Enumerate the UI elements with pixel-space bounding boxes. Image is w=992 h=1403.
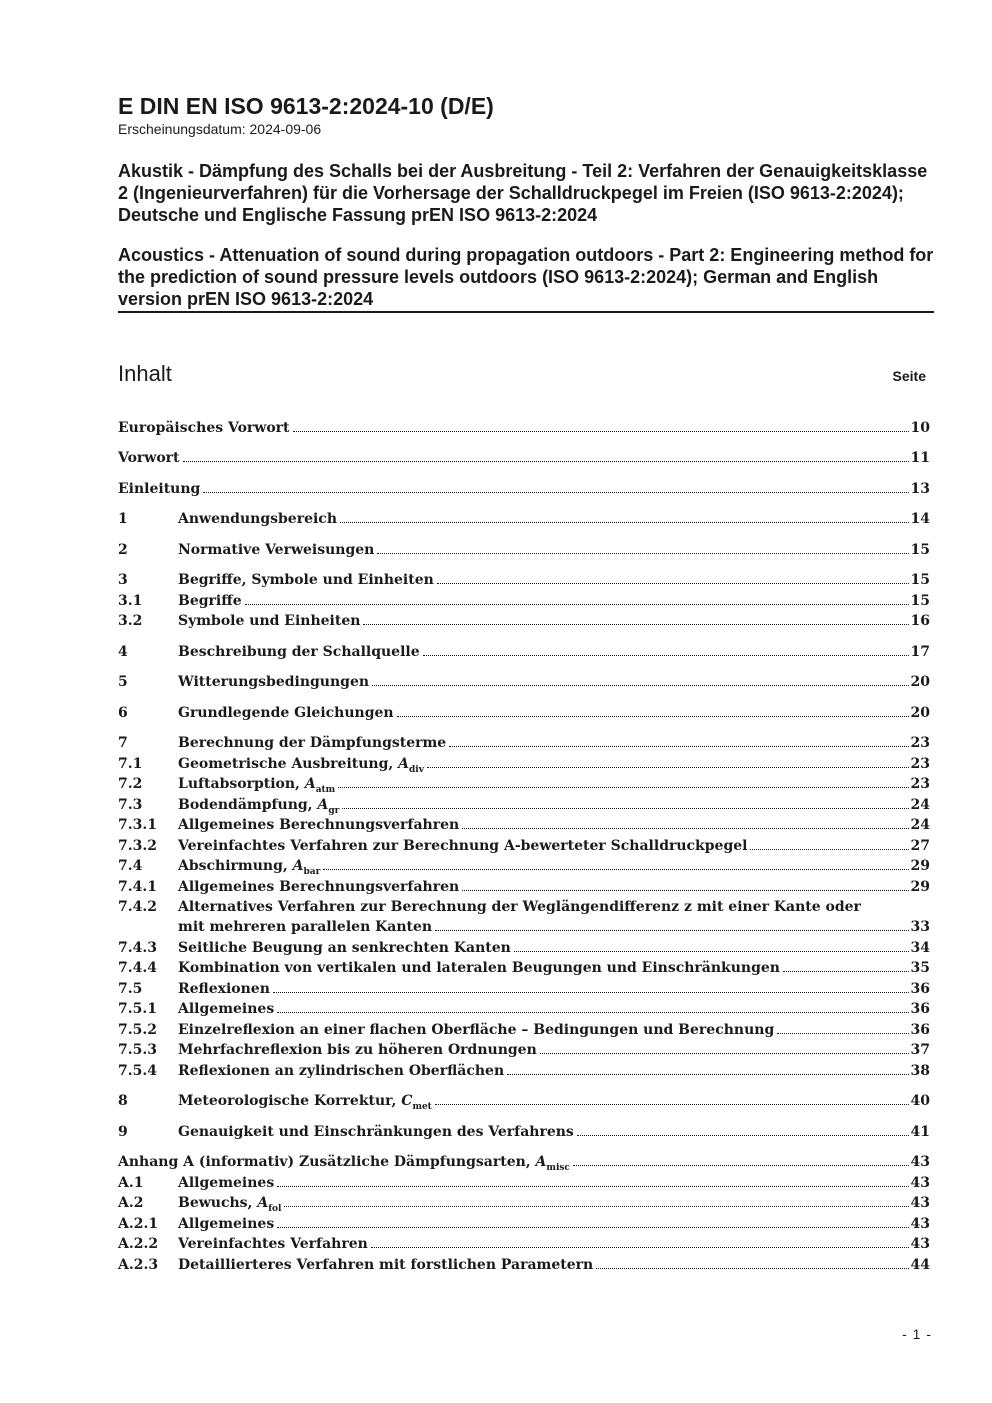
toc-entry-label: Allgemeines Berechnungsverfahren	[178, 879, 460, 895]
toc-entry-number: A.2.1	[118, 1216, 159, 1232]
page-number: - 1 -	[902, 1326, 932, 1342]
toc-entry[interactable]	[118, 1214, 930, 1234]
toc-entry-number: 8	[118, 1093, 128, 1109]
toc-entry-page: 14	[910, 511, 930, 527]
toc-entry[interactable]	[118, 1173, 930, 1193]
toc-entry-page: 33	[910, 919, 930, 935]
toc-entry[interactable]	[118, 979, 930, 999]
toc-entry-label: Reflexionen an zylindrischen Oberflächen	[178, 1063, 505, 1079]
toc-entry-page: 40	[910, 1093, 930, 1109]
toc-entry-label: Begriffe	[178, 593, 242, 609]
toc-entry-label: Meteorologische Korrektur, $C_{met}$	[178, 1093, 432, 1112]
toc-entry-number: 7.3	[118, 797, 143, 813]
toc-entry-label: Allgemeines	[178, 1175, 275, 1191]
toc-entry-page: 15	[910, 542, 930, 558]
toc-entry-number: 2	[118, 542, 128, 558]
toc-entry-label: Begriffe, Symbole und Einheiten	[178, 572, 434, 588]
toc-entry-page: 41	[910, 1124, 930, 1140]
toc-entry-page: 23	[910, 756, 930, 772]
toc-entry-label: Vorwort	[118, 450, 180, 466]
toc-entry-number: 7.5.3	[118, 1042, 157, 1058]
toc-entry-label: Bewuchs, $A_{fol}$	[178, 1195, 282, 1214]
toc-entry-number: 7.2	[118, 776, 143, 792]
toc-entry-page: 36	[910, 1022, 930, 1038]
toc-entry-number: 3.2	[118, 613, 143, 629]
toc-entry-number: 7	[118, 735, 128, 751]
toc-entry[interactable]	[118, 754, 930, 774]
toc-page-label: Seite	[892, 368, 926, 384]
toc-entry-label: mit mehreren parallelen Kanten	[178, 919, 433, 935]
toc-entry-label: Bodendämpfung, $A_{gr}$	[178, 797, 340, 816]
toc-entry-number: 3	[118, 572, 128, 588]
toc-entry-number: 7.1	[118, 756, 143, 772]
toc-entry[interactable]	[118, 1255, 930, 1275]
toc-entry[interactable]	[118, 1061, 930, 1081]
toc-entry-label-line1: Alternatives Verfahren zur Berechnung der Weglängendifferenz z mit einer Kante oder	[178, 899, 861, 915]
toc-entry-number: 9	[118, 1124, 128, 1140]
toc-entry-label: Allgemeines	[178, 1001, 275, 1017]
toc-entry-page: 36	[910, 981, 930, 997]
toc-entry-label: Europäisches Vorwort	[118, 420, 290, 436]
toc-entry-page: 44	[910, 1257, 930, 1273]
toc-entry-page: 29	[910, 858, 930, 874]
toc-entry-label: Detaillierteres Verfahren mit forstlichen Parametern	[178, 1257, 594, 1273]
toc-entry-number: 7.3.1	[118, 817, 157, 833]
toc-entry-label: Witterungsbedingungen	[178, 674, 370, 690]
publication-date: Erscheinungsdatum: 2024-09-06	[118, 121, 322, 137]
toc-entry[interactable]	[118, 611, 930, 631]
toc-entry[interactable]	[118, 815, 930, 835]
toc-entry[interactable]	[118, 509, 930, 529]
toc-entry-page: 34	[910, 940, 930, 956]
toc-entry[interactable]	[118, 774, 930, 794]
toc-entry-number: 5	[118, 674, 128, 690]
title-german: Akustik - Dämpfung des Schalls bei der Ausbreitung - Teil 2: Verfahren der Genauigkeitsklasse 2 (Ingenieurverfahren) für die Vorhersage der Schalldruckpegel im Freien (ISO 9613-2:2024); Deutsche und Englische Fassung prEN ISO 9613-2:2024	[118, 161, 928, 225]
toc-entry-number: 7.5	[118, 981, 143, 997]
toc-entry-number: A.2.3	[118, 1257, 159, 1273]
toc-entry[interactable]	[118, 570, 930, 590]
toc-entry-number: A.2.2	[118, 1236, 159, 1252]
toc-entry-page: 43	[910, 1195, 930, 1211]
toc-entry-page: 43	[910, 1154, 930, 1170]
toc-entry[interactable]	[118, 1152, 930, 1172]
toc-entry-page: 43	[910, 1236, 930, 1252]
toc-entry-label: Reflexionen	[178, 981, 270, 997]
toc-entry[interactable]	[118, 479, 930, 499]
toc-entry[interactable]	[118, 856, 930, 876]
document-id: E DIN EN ISO 9613-2:2024-10 (D/E)	[118, 93, 494, 119]
toc-entry-number: A.1	[118, 1175, 144, 1191]
toc-entry[interactable]	[118, 448, 930, 468]
toc-entry-label: Anwendungsbereich	[178, 511, 337, 527]
toc-header	[118, 360, 926, 390]
toc-entry-number: 7.5.2	[118, 1022, 157, 1038]
toc-entry-page: 10	[910, 420, 930, 436]
toc-entry[interactable]	[118, 958, 930, 978]
toc-entry-number: 4	[118, 644, 128, 660]
toc-entry-number: 7.4.2	[118, 899, 157, 915]
toc-entry[interactable]	[118, 1020, 930, 1040]
toc-entry-page: 35	[910, 960, 930, 976]
toc-entry[interactable]	[118, 1193, 930, 1213]
title-english: Acoustics - Attenuation of sound during propagation outdoors - Part 2: Engineering method for the prediction of sound pressure levels outdoors (ISO 9613-2:2024); German and English version prEN ISO 9613-2:2024	[118, 244, 934, 313]
toc-entry-number: 7.5.1	[118, 1001, 157, 1017]
toc-entry[interactable]	[118, 540, 930, 560]
toc-entry-number: A.2	[118, 1195, 144, 1211]
toc-entry-page: 38	[910, 1063, 930, 1079]
toc-entry-label: Einleitung	[118, 481, 201, 497]
toc-entry[interactable]	[118, 897, 930, 937]
toc-entry-page: 24	[910, 797, 930, 813]
toc-entry-label: Allgemeines	[178, 1216, 275, 1232]
toc-entry-label: Kombination von vertikalen und lateralen Beugungen und Einschränkungen	[178, 960, 780, 976]
toc-entry-label: Genauigkeit und Einschränkungen des Verfahrens	[178, 1124, 574, 1140]
toc-entry-page: 20	[910, 705, 930, 721]
toc-entry-label: Allgemeines Berechnungsverfahren	[178, 817, 460, 833]
toc-entry-number: 7.5.4	[118, 1063, 157, 1079]
toc-entry[interactable]	[118, 1091, 930, 1111]
toc-entry-number: 6	[118, 705, 128, 721]
toc-entry-number: 1	[118, 511, 128, 527]
toc-entry[interactable]	[118, 795, 930, 815]
toc-entry-page: 43	[910, 1175, 930, 1191]
toc-entry[interactable]	[118, 703, 930, 723]
toc-entry-page: 20	[910, 674, 930, 690]
toc-entry-label: Normative Verweisungen	[178, 542, 375, 558]
toc-entry-page: 15	[910, 593, 930, 609]
toc-entry-label: Anhang A (informativ) Zusätzliche Dämpfungsarten, $A_{misc}$	[118, 1154, 570, 1173]
toc-entry-label: Luftabsorption, $A_{atm}$	[178, 776, 336, 795]
toc-entry[interactable]	[118, 591, 930, 611]
toc-entry-label: Beschreibung der Schallquelle	[178, 644, 420, 660]
toc-entry[interactable]	[118, 836, 930, 856]
toc-entry-page: 43	[910, 1216, 930, 1232]
toc-entry-number: 7.4.4	[118, 960, 157, 976]
toc-entry[interactable]	[118, 1234, 930, 1254]
toc-entry-page: 23	[910, 776, 930, 792]
toc-entry-page: 36	[910, 1001, 930, 1017]
toc-entry-label: Geometrische Ausbreitung, $A_{div}$	[178, 756, 424, 775]
toc-entry-page: 29	[910, 879, 930, 895]
toc-entry-label: Seitliche Beugung an senkrechten Kanten	[178, 940, 511, 956]
toc-entry[interactable]	[118, 938, 930, 958]
toc-entry-label: Symbole und Einheiten	[178, 613, 361, 629]
toc-entry-page: 16	[910, 613, 930, 629]
toc-entry-label: Vereinfachtes Verfahren zur Berechnung A-bewerteter Schalldruckpegel	[178, 838, 748, 854]
toc-heading: Inhalt	[118, 361, 172, 386]
toc-entry[interactable]	[118, 733, 930, 753]
toc-entry[interactable]	[118, 642, 930, 662]
toc-entry-page: 23	[910, 735, 930, 751]
toc-entry-label: Berechnung der Dämpfungsterme	[178, 735, 447, 751]
toc-entry-label: Vereinfachtes Verfahren	[178, 1236, 368, 1252]
toc-entry-label: Mehrfachreflexion bis zu höheren Ordnungen	[178, 1042, 537, 1058]
toc-entry-number: 7.4	[118, 858, 143, 874]
toc-entry-number: 7.4.1	[118, 879, 157, 895]
toc-entry[interactable]	[118, 999, 930, 1019]
toc-entry-number: 3.1	[118, 593, 143, 609]
toc-entry-label: Grundlegende Gleichungen	[178, 705, 394, 721]
toc-entry-page: 13	[910, 481, 930, 497]
toc-entry-page: 11	[910, 450, 930, 466]
toc-entry[interactable]	[118, 672, 930, 692]
toc-entry-page: 37	[910, 1042, 930, 1058]
toc-entry[interactable]	[118, 1040, 930, 1060]
document-page	[118, 92, 934, 1273]
toc-entry-number: 7.3.2	[118, 838, 157, 854]
toc-entry[interactable]	[118, 1122, 930, 1142]
toc-entry[interactable]	[118, 877, 930, 897]
toc-entry-label: Abschirmung, $A_{bar}$	[178, 858, 321, 877]
toc-entry-label: Einzelreflexion an einer flachen Oberfläche – Bedingungen und Berechnung	[178, 1022, 775, 1038]
toc-entry-page: 24	[910, 817, 930, 833]
toc-entry-number: 7.4.3	[118, 940, 157, 956]
toc-entry-page: 17	[910, 644, 930, 660]
toc-entry-page: 15	[910, 572, 930, 588]
toc-entry-page: 27	[910, 838, 930, 854]
toc-entry[interactable]	[118, 418, 930, 438]
